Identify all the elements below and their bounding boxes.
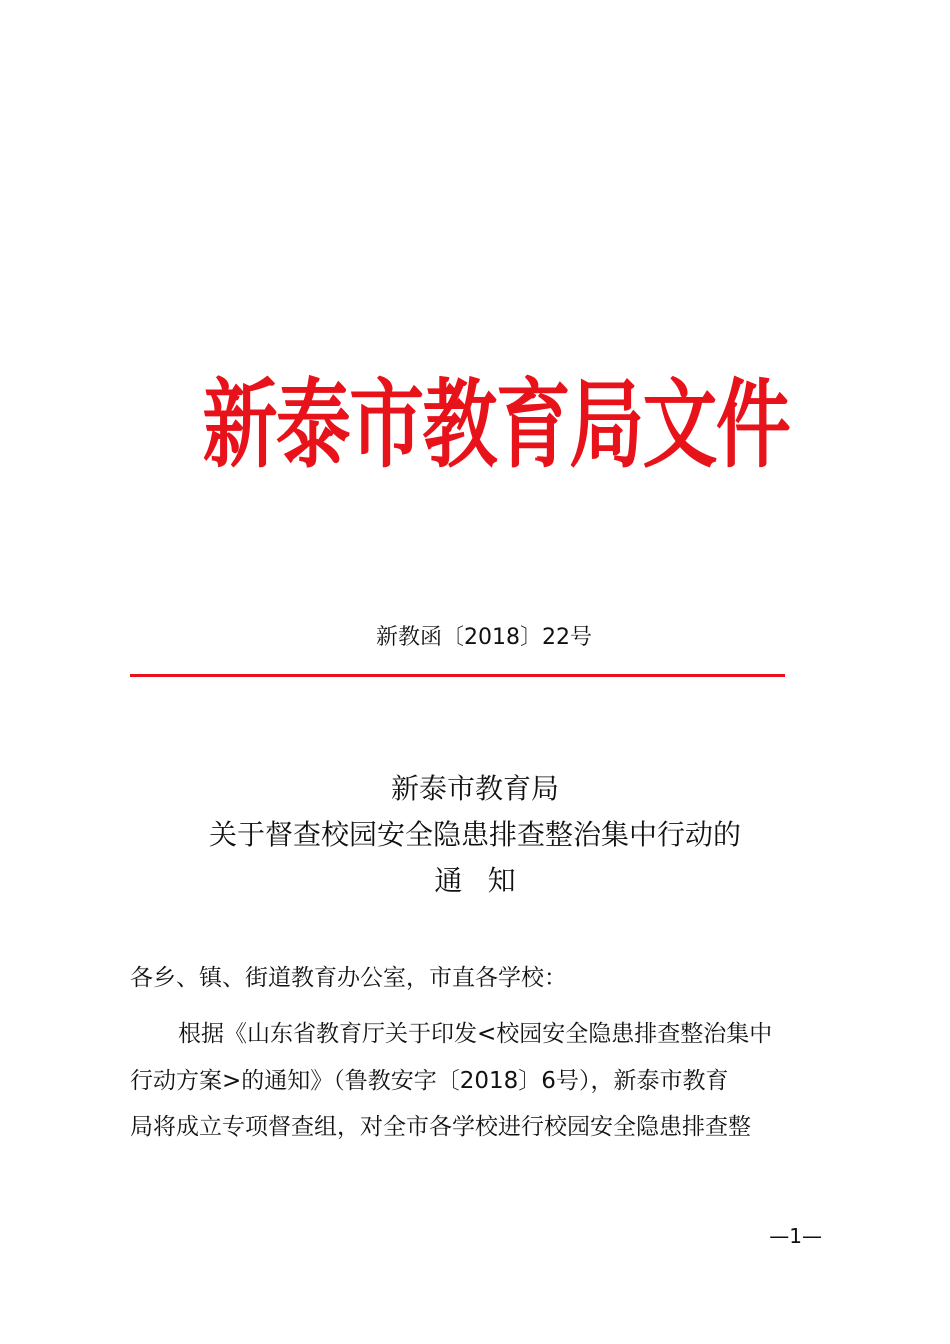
red-separator-line	[130, 674, 785, 677]
title-line-notice: 通知	[434, 864, 541, 897]
body-line: 局将成立专项督查组，对全市各学校进行校园安全隐患排查整	[130, 1114, 751, 1140]
page-number: —1—	[769, 1224, 822, 1248]
body-line: 行动方案>的通知》（鲁教安字〔2018〕6号），新泰市教育	[130, 1067, 729, 1094]
title-line-issuer: 新泰市教育局	[390, 772, 559, 805]
masthead-title: 新泰市教育局文件	[202, 369, 790, 481]
salutation: 各乡、镇、街道教育办公室，市直各学校：	[130, 965, 567, 991]
notice-title	[100, 766, 850, 904]
body-paragraph	[130, 1011, 850, 1151]
title-line-subject: 关于督查校园安全隐患排查整治集中行动的	[208, 818, 741, 851]
body-line: 根据《山东省教育厅关于印发<校园安全隐患排查整治集中	[178, 1021, 773, 1047]
document-number: 新教函〔2018〕22号	[376, 625, 592, 650]
